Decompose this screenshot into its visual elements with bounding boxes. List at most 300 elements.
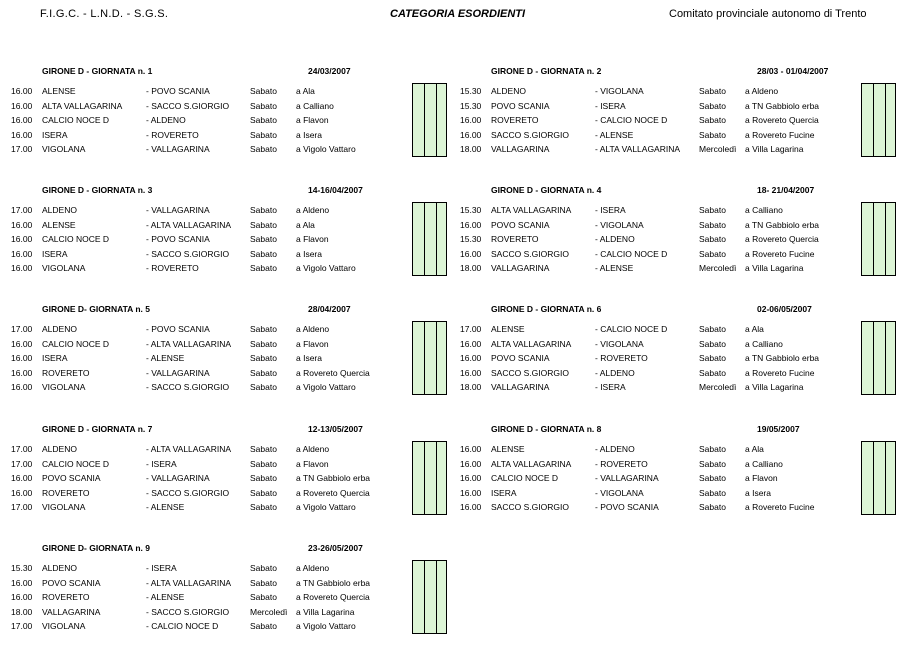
home-team: POVO SCANIA <box>491 219 550 230</box>
home-team: ALENSE <box>491 324 525 334</box>
match-row <box>460 113 860 127</box>
match-time: 16.00 <box>11 100 33 111</box>
match-day: Mercoledì <box>699 382 737 392</box>
match-time: 16.00 <box>460 502 482 512</box>
match-time: 16.00 <box>11 129 33 140</box>
match-time: 16.00 <box>11 219 33 230</box>
away-team: - VALLAGARINA <box>146 144 210 154</box>
result-box <box>412 202 447 218</box>
away-team: - ALENSE <box>146 353 185 363</box>
away-team: - ALTA VALLAGARINA <box>146 338 232 349</box>
away-team: - POVO SCANIA <box>146 324 210 334</box>
home-team: VIGOLANA <box>42 502 86 512</box>
result-box <box>861 127 896 143</box>
match-row <box>460 351 860 365</box>
home-team: CALCIO NOCE D <box>42 234 110 244</box>
home-team: ALDENO <box>42 324 77 334</box>
home-team: CALCIO NOCE D <box>42 458 110 469</box>
match-time: 16.00 <box>11 367 33 378</box>
match-time: 17.00 <box>11 144 33 154</box>
match-venue: a Villa Lagarina <box>745 382 804 392</box>
giornata-block <box>460 66 910 158</box>
match-venue: a Flavon <box>296 234 329 244</box>
result-box <box>412 321 447 337</box>
home-team: VALLAGARINA <box>42 606 101 617</box>
match-time: 16.00 <box>11 353 33 363</box>
match-venue: a Vigolo Vattaro <box>296 382 356 392</box>
result-box <box>412 365 447 381</box>
result-box <box>412 456 447 472</box>
match-venue: a Isera <box>296 353 322 363</box>
result-box <box>412 231 447 247</box>
match-row <box>460 337 860 351</box>
home-team: ALDENO <box>42 205 77 215</box>
giornata-title: GIRONE D - GIORNATA n. 4 <box>491 185 602 195</box>
match-venue: a Isera <box>296 248 322 259</box>
giornata-title: GIRONE D - GIORNATA n. 6 <box>491 304 602 314</box>
match-row <box>460 99 860 113</box>
result-box <box>861 336 896 352</box>
match-day: Sabato <box>250 367 277 378</box>
home-team: POVO SCANIA <box>491 353 550 363</box>
match-time: 17.00 <box>11 621 33 631</box>
match-time: 18.00 <box>11 606 33 617</box>
result-box <box>412 83 447 99</box>
away-team: - ALTA VALLAGARINA <box>595 144 681 154</box>
match-day: Sabato <box>699 234 726 244</box>
match-venue: a Calliano <box>745 205 783 215</box>
result-box <box>861 441 896 457</box>
result-box <box>412 112 447 128</box>
result-box <box>412 350 447 366</box>
away-team: - ISERA <box>595 100 626 111</box>
match-venue: a Rovereto Quercia <box>296 592 370 602</box>
away-team: - CALCIO NOCE D <box>595 248 668 259</box>
match-time: 17.00 <box>11 324 33 334</box>
giornata-block <box>460 424 910 516</box>
match-venue: a Villa Lagarina <box>296 606 355 617</box>
home-team: ALENSE <box>491 444 525 454</box>
match-row <box>11 322 411 336</box>
match-day: Sabato <box>250 205 277 215</box>
home-team: ISERA <box>42 129 68 140</box>
giornata-block <box>11 185 461 277</box>
match-time: 16.00 <box>11 473 33 483</box>
match-day: Sabato <box>250 234 277 244</box>
result-box <box>861 350 896 366</box>
match-row <box>11 99 411 113</box>
result-box <box>412 336 447 352</box>
away-team: - ALDENO <box>595 444 635 454</box>
home-team: SACCO S.GIORGIO <box>491 502 569 512</box>
match-row <box>11 590 411 604</box>
giornata-date: 12-13/05/2007 <box>308 424 363 434</box>
giornata-date: 28/03 - 01/04/2007 <box>757 66 829 76</box>
match-row <box>460 500 860 514</box>
match-row <box>460 128 860 142</box>
match-day: Sabato <box>699 324 726 334</box>
giornata-title: GIRONE D - GIORNATA n. 1 <box>42 66 153 76</box>
home-team: CALCIO NOCE D <box>42 115 110 125</box>
match-day: Sabato <box>250 382 277 392</box>
category-title: CATEGORIA ESORDIENTI <box>390 8 526 20</box>
result-box <box>861 217 896 233</box>
result-box <box>412 499 447 515</box>
match-row <box>460 84 860 98</box>
match-venue: a Vigolo Vattaro <box>296 502 356 512</box>
match-day: Sabato <box>250 263 277 273</box>
home-team: VALLAGARINA <box>491 263 550 273</box>
match-day: Sabato <box>250 487 277 498</box>
match-time: 16.00 <box>11 234 33 244</box>
result-box <box>861 260 896 276</box>
away-team: - POVO SCANIA <box>146 86 210 96</box>
match-row <box>11 113 411 127</box>
match-row <box>460 322 860 336</box>
giornata-date: 18- 21/04/2007 <box>757 185 815 195</box>
match-row <box>460 247 860 261</box>
match-time: 16.00 <box>460 458 482 469</box>
match-row <box>11 232 411 246</box>
home-team: SACCO S.GIORGIO <box>491 248 569 259</box>
match-venue: a Vigolo Vattaro <box>296 263 356 273</box>
giornata-title: GIRONE D - GIORNATA n. 2 <box>491 66 602 76</box>
home-team: VALLAGARINA <box>491 144 550 154</box>
match-venue: a Aldeno <box>296 444 330 454</box>
match-time: 15.30 <box>460 205 482 215</box>
match-row <box>11 247 411 261</box>
home-team: POVO SCANIA <box>42 473 101 483</box>
giornata-date: 28/04/2007 <box>308 304 351 314</box>
match-time: 18.00 <box>460 144 482 154</box>
away-team: - ISERA <box>146 458 177 469</box>
away-team: - ISERA <box>595 205 626 215</box>
giornata-title: GIRONE D- GIORNATA n. 9 <box>42 543 150 553</box>
result-box <box>861 379 896 395</box>
match-day: Sabato <box>250 129 277 140</box>
home-team: ALENSE <box>42 219 76 230</box>
match-time: 16.00 <box>460 219 482 230</box>
giornata-date: 24/03/2007 <box>308 66 351 76</box>
match-row <box>460 366 860 380</box>
match-row <box>11 142 411 156</box>
match-venue: a Flavon <box>296 115 329 125</box>
match-time: 16.00 <box>460 129 482 140</box>
home-team: POVO SCANIA <box>491 100 550 111</box>
home-team: ROVERETO <box>42 487 90 498</box>
match-day: Sabato <box>250 621 277 631</box>
away-team: - POVO SCANIA <box>146 234 210 244</box>
result-box <box>861 485 896 501</box>
match-row <box>11 337 411 351</box>
match-time: 16.00 <box>11 592 33 602</box>
match-venue: a Ala <box>745 324 764 334</box>
giornata-title: GIRONE D - GIORNATA n. 7 <box>42 424 153 434</box>
match-day: Sabato <box>250 86 277 96</box>
result-box <box>861 499 896 515</box>
match-day: Sabato <box>250 458 277 469</box>
away-team: - ROVERETO <box>595 353 648 363</box>
match-day: Sabato <box>699 205 726 215</box>
home-team: ROVERETO <box>491 115 539 125</box>
result-box <box>861 141 896 157</box>
match-row <box>11 203 411 217</box>
match-day: Sabato <box>699 444 726 454</box>
away-team: - ALDENO <box>595 234 635 244</box>
result-box <box>412 379 447 395</box>
match-venue: a TN Gabbiolo erba <box>745 219 820 230</box>
match-venue: a TN Gabbiolo erba <box>296 577 371 588</box>
match-venue: a TN Gabbiolo erba <box>296 473 371 483</box>
giornata-block <box>11 424 461 516</box>
home-team: ISERA <box>42 353 68 363</box>
match-time: 16.00 <box>460 248 482 259</box>
match-day: Sabato <box>699 367 726 378</box>
result-box <box>861 98 896 114</box>
home-team: ISERA <box>491 487 517 498</box>
home-team: POVO SCANIA <box>42 577 101 588</box>
match-venue: a Rovereto Fucine <box>745 367 815 378</box>
away-team: - VIGOLANA <box>595 219 644 230</box>
match-day: Sabato <box>250 338 277 349</box>
giornata-block <box>11 543 461 635</box>
home-team: ALTA VALLAGARINA <box>491 458 572 469</box>
away-team: - VIGOLANA <box>595 86 644 96</box>
match-day: Sabato <box>250 219 277 230</box>
giornata-title: GIRONE D - GIORNATA n. 8 <box>491 424 602 434</box>
match-venue: a Rovereto Fucine <box>745 129 815 140</box>
home-team: CALCIO NOCE D <box>42 338 110 349</box>
giornata-block <box>11 66 461 158</box>
match-row <box>11 457 411 471</box>
match-day: Sabato <box>699 458 726 469</box>
match-day: Sabato <box>250 100 277 111</box>
away-team: - SACCO S.GIORGIO <box>146 606 230 617</box>
match-row <box>11 380 411 394</box>
match-time: 18.00 <box>460 382 482 392</box>
match-time: 17.00 <box>460 324 482 334</box>
result-box <box>412 575 447 591</box>
giornata-block <box>11 304 461 396</box>
match-venue: a Rovereto Fucine <box>745 248 815 259</box>
match-time: 16.00 <box>460 367 482 378</box>
away-team: - SACCO S.GIORGIO <box>146 100 230 111</box>
match-venue: a Villa Lagarina <box>745 263 804 273</box>
away-team: - ISERA <box>595 382 626 392</box>
match-row <box>460 486 860 500</box>
away-team: - VALLAGARINA <box>595 473 659 483</box>
result-box <box>412 470 447 486</box>
result-box <box>412 260 447 276</box>
match-row <box>11 471 411 485</box>
away-team: - ALDENO <box>146 115 186 125</box>
match-day: Sabato <box>699 100 726 111</box>
away-team: - VALLAGARINA <box>146 367 210 378</box>
match-day: Sabato <box>250 144 277 154</box>
result-box <box>861 456 896 472</box>
result-box <box>412 485 447 501</box>
match-day: Sabato <box>699 502 726 512</box>
match-day: Sabato <box>250 115 277 125</box>
match-venue: a Ala <box>296 86 315 96</box>
away-team: - CALCIO NOCE D <box>146 621 219 631</box>
match-day: Sabato <box>250 592 277 602</box>
home-team: VALLAGARINA <box>491 382 550 392</box>
result-box <box>412 604 447 620</box>
away-team: - VALLAGARINA <box>146 473 210 483</box>
result-box <box>861 470 896 486</box>
match-row <box>11 605 411 619</box>
home-team: CALCIO NOCE D <box>491 473 559 483</box>
away-team: - CALCIO NOCE D <box>595 115 668 125</box>
match-time: 16.00 <box>11 115 33 125</box>
home-team: ALDENO <box>491 86 526 96</box>
home-team: ALDENO <box>42 563 77 573</box>
match-day: Sabato <box>250 353 277 363</box>
match-time: 15.30 <box>460 100 482 111</box>
match-row <box>11 576 411 590</box>
match-row <box>11 218 411 232</box>
match-day: Sabato <box>699 129 726 140</box>
match-time: 17.00 <box>11 205 33 215</box>
away-team: - CALCIO NOCE D <box>595 324 668 334</box>
match-row <box>460 471 860 485</box>
match-time: 16.00 <box>11 86 33 96</box>
giornata-date: 02-06/05/2007 <box>757 304 812 314</box>
away-team: - SACCO S.GIORGIO <box>146 248 230 259</box>
away-team: - VALLAGARINA <box>146 205 210 215</box>
match-day: Sabato <box>699 86 726 96</box>
result-box <box>861 246 896 262</box>
match-day: Sabato <box>250 563 277 573</box>
match-time: 16.00 <box>460 473 482 483</box>
match-time: 16.00 <box>460 115 482 125</box>
match-day: Sabato <box>250 248 277 259</box>
match-time: 15.30 <box>11 563 33 573</box>
giornata-block <box>460 185 910 277</box>
home-team: ISERA <box>42 248 68 259</box>
result-box <box>861 321 896 337</box>
committee-header: Comitato provinciale autonomo di Trento <box>669 8 867 20</box>
match-day: Sabato <box>250 473 277 483</box>
away-team: - ROVERETO <box>146 129 199 140</box>
match-time: 16.00 <box>11 248 33 259</box>
match-time: 18.00 <box>460 263 482 273</box>
away-team: - POVO SCANIA <box>595 502 659 512</box>
match-row <box>460 380 860 394</box>
away-team: - ALTA VALLAGARINA <box>146 577 232 588</box>
giornata-date: 14-16/04/2007 <box>308 185 363 195</box>
match-row <box>460 142 860 156</box>
away-team: - ALENSE <box>146 592 185 602</box>
match-row <box>460 232 860 246</box>
match-venue: a Aldeno <box>296 205 330 215</box>
home-team: SACCO S.GIORGIO <box>491 129 569 140</box>
away-team: - ROVERETO <box>146 263 199 273</box>
result-box <box>412 98 447 114</box>
match-day: Sabato <box>699 115 726 125</box>
match-day: Sabato <box>250 444 277 454</box>
match-day: Sabato <box>250 324 277 334</box>
home-team: ALENSE <box>42 86 76 96</box>
away-team: - VIGOLANA <box>595 338 644 349</box>
giornata-date: 23-26/05/2007 <box>308 543 363 553</box>
away-team: - ISERA <box>146 563 177 573</box>
match-day: Mercoledì <box>250 606 288 617</box>
result-box <box>412 618 447 634</box>
result-box <box>412 560 447 576</box>
match-row <box>11 486 411 500</box>
result-box <box>861 365 896 381</box>
result-box <box>412 589 447 605</box>
match-time: 16.00 <box>11 382 33 392</box>
home-team: VIGOLANA <box>42 144 86 154</box>
match-row <box>460 218 860 232</box>
home-team: ALTA VALLAGARINA <box>491 338 572 349</box>
match-row <box>460 261 860 275</box>
match-time: 16.00 <box>460 338 482 349</box>
match-time: 17.00 <box>11 458 33 469</box>
match-time: 17.00 <box>11 444 33 454</box>
match-venue: a Calliano <box>745 338 783 349</box>
match-venue: a Flavon <box>296 338 329 349</box>
match-row <box>460 457 860 471</box>
match-row <box>11 128 411 142</box>
match-day: Sabato <box>250 502 277 512</box>
away-team: - ALENSE <box>146 502 185 512</box>
match-day: Sabato <box>699 338 726 349</box>
match-venue: a TN Gabbiolo erba <box>745 353 820 363</box>
giornata-block <box>460 304 910 396</box>
match-venue: a Aldeno <box>296 324 330 334</box>
home-team: ALDENO <box>42 444 77 454</box>
match-row <box>460 203 860 217</box>
home-team: SACCO S.GIORGIO <box>491 367 569 378</box>
away-team: - ALDENO <box>595 367 635 378</box>
match-time: 16.00 <box>460 353 482 363</box>
match-time: 16.00 <box>460 444 482 454</box>
match-venue: a Isera <box>745 487 771 498</box>
match-venue: a Flavon <box>296 458 329 469</box>
match-day: Sabato <box>699 248 726 259</box>
home-team: VIGOLANA <box>42 382 86 392</box>
match-time: 15.30 <box>460 234 482 244</box>
match-row <box>11 351 411 365</box>
away-team: - ROVERETO <box>595 458 648 469</box>
match-row <box>11 619 411 633</box>
match-row <box>11 561 411 575</box>
home-team: VIGOLANA <box>42 263 86 273</box>
match-day: Sabato <box>699 473 726 483</box>
match-venue: a Vigolo Vattaro <box>296 621 356 631</box>
match-day: Sabato <box>250 577 277 588</box>
match-venue: a Aldeno <box>745 86 779 96</box>
match-day: Sabato <box>699 219 726 230</box>
match-venue: a Villa Lagarina <box>745 144 804 154</box>
match-venue: a Rovereto Quercia <box>296 367 370 378</box>
home-team: ROVERETO <box>42 367 90 378</box>
match-venue: a TN Gabbiolo erba <box>745 100 820 111</box>
home-team: ALTA VALLAGARINA <box>491 205 572 215</box>
match-venue: a Vigolo Vattaro <box>296 144 356 154</box>
giornata-date: 19/05/2007 <box>757 424 800 434</box>
match-day: Sabato <box>699 353 726 363</box>
result-box <box>412 217 447 233</box>
match-row <box>460 442 860 456</box>
home-team: VIGOLANA <box>42 621 86 631</box>
away-team: - ALENSE <box>595 263 634 273</box>
match-time: 16.00 <box>11 577 33 588</box>
